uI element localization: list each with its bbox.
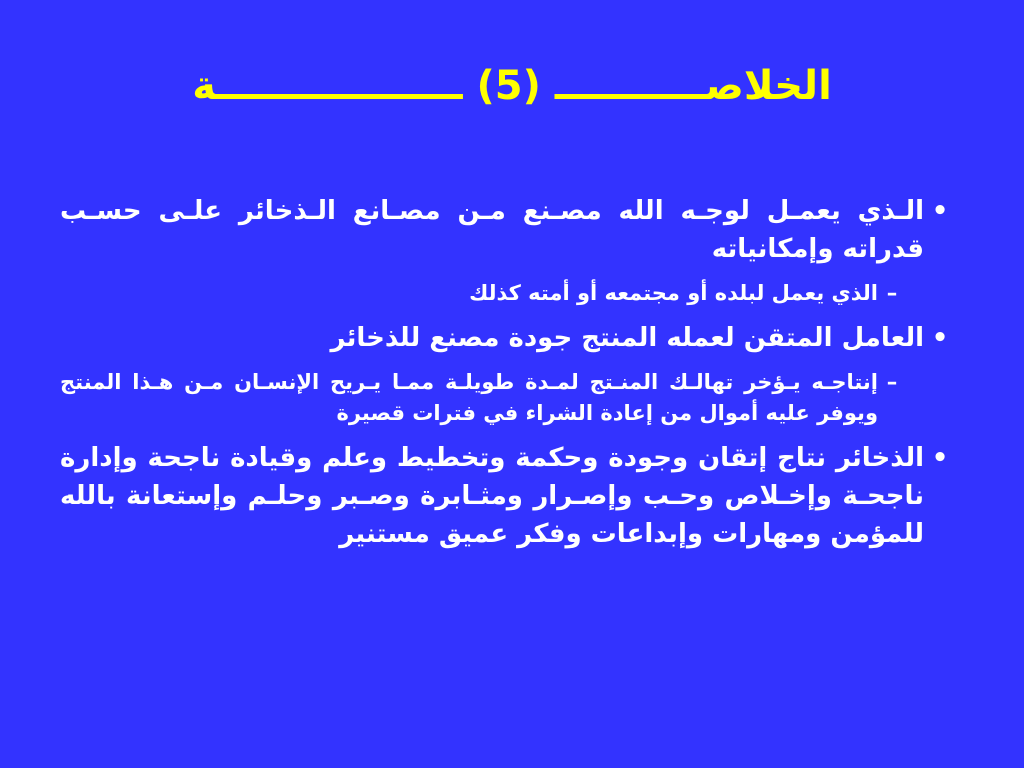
sub-item xyxy=(60,367,950,429)
bullet-icon: • xyxy=(931,323,949,353)
sub-text: الذي يعمل لبلده أو مجتمعه أو أمته كذلك xyxy=(469,281,878,305)
bullet-item xyxy=(60,439,950,553)
bullet-item xyxy=(60,319,950,357)
dash-icon: – xyxy=(886,281,898,305)
bullet-text: الـذي يعمـل لوجـه الله مصـنع مـن مصـانع الـذخائر علـى حسـب قدراته وإمكانياته xyxy=(60,196,924,264)
bullet-icon: • xyxy=(931,443,949,473)
bullet-text: الذخائر نتاج إتقان وجودة وحكمة وتخطيط وعلم وقيادة ناجحة وإدارة ناجحـة وإخـلاص وحـب وإصـرار ومثـابرة وصـبر وحلـم وإستعانة بالله للمؤمن ومهارات وإبداعات وفكر عميق مستنير xyxy=(60,443,924,549)
slide-content xyxy=(60,192,950,563)
bullet-text: العامل المتقن لعمله المنتج جودة مصنع للذخائر xyxy=(330,323,924,353)
bullet-icon: • xyxy=(931,196,949,226)
slide-title: الخلاصـــــــــــ (5) ــــــــــــــــــة xyxy=(192,63,832,109)
sub-text: إنتاجـه يـؤخر تهالـك المنـتج لمـدة طويلـة ممـا يـريح الإنسـان مـن هـذا المنتج ويوفر عليه أموال من إعادة الشراء في فترات قصيرة xyxy=(60,370,878,425)
sub-item xyxy=(60,278,950,309)
bullet-item xyxy=(60,192,950,268)
dash-icon: – xyxy=(886,370,898,394)
